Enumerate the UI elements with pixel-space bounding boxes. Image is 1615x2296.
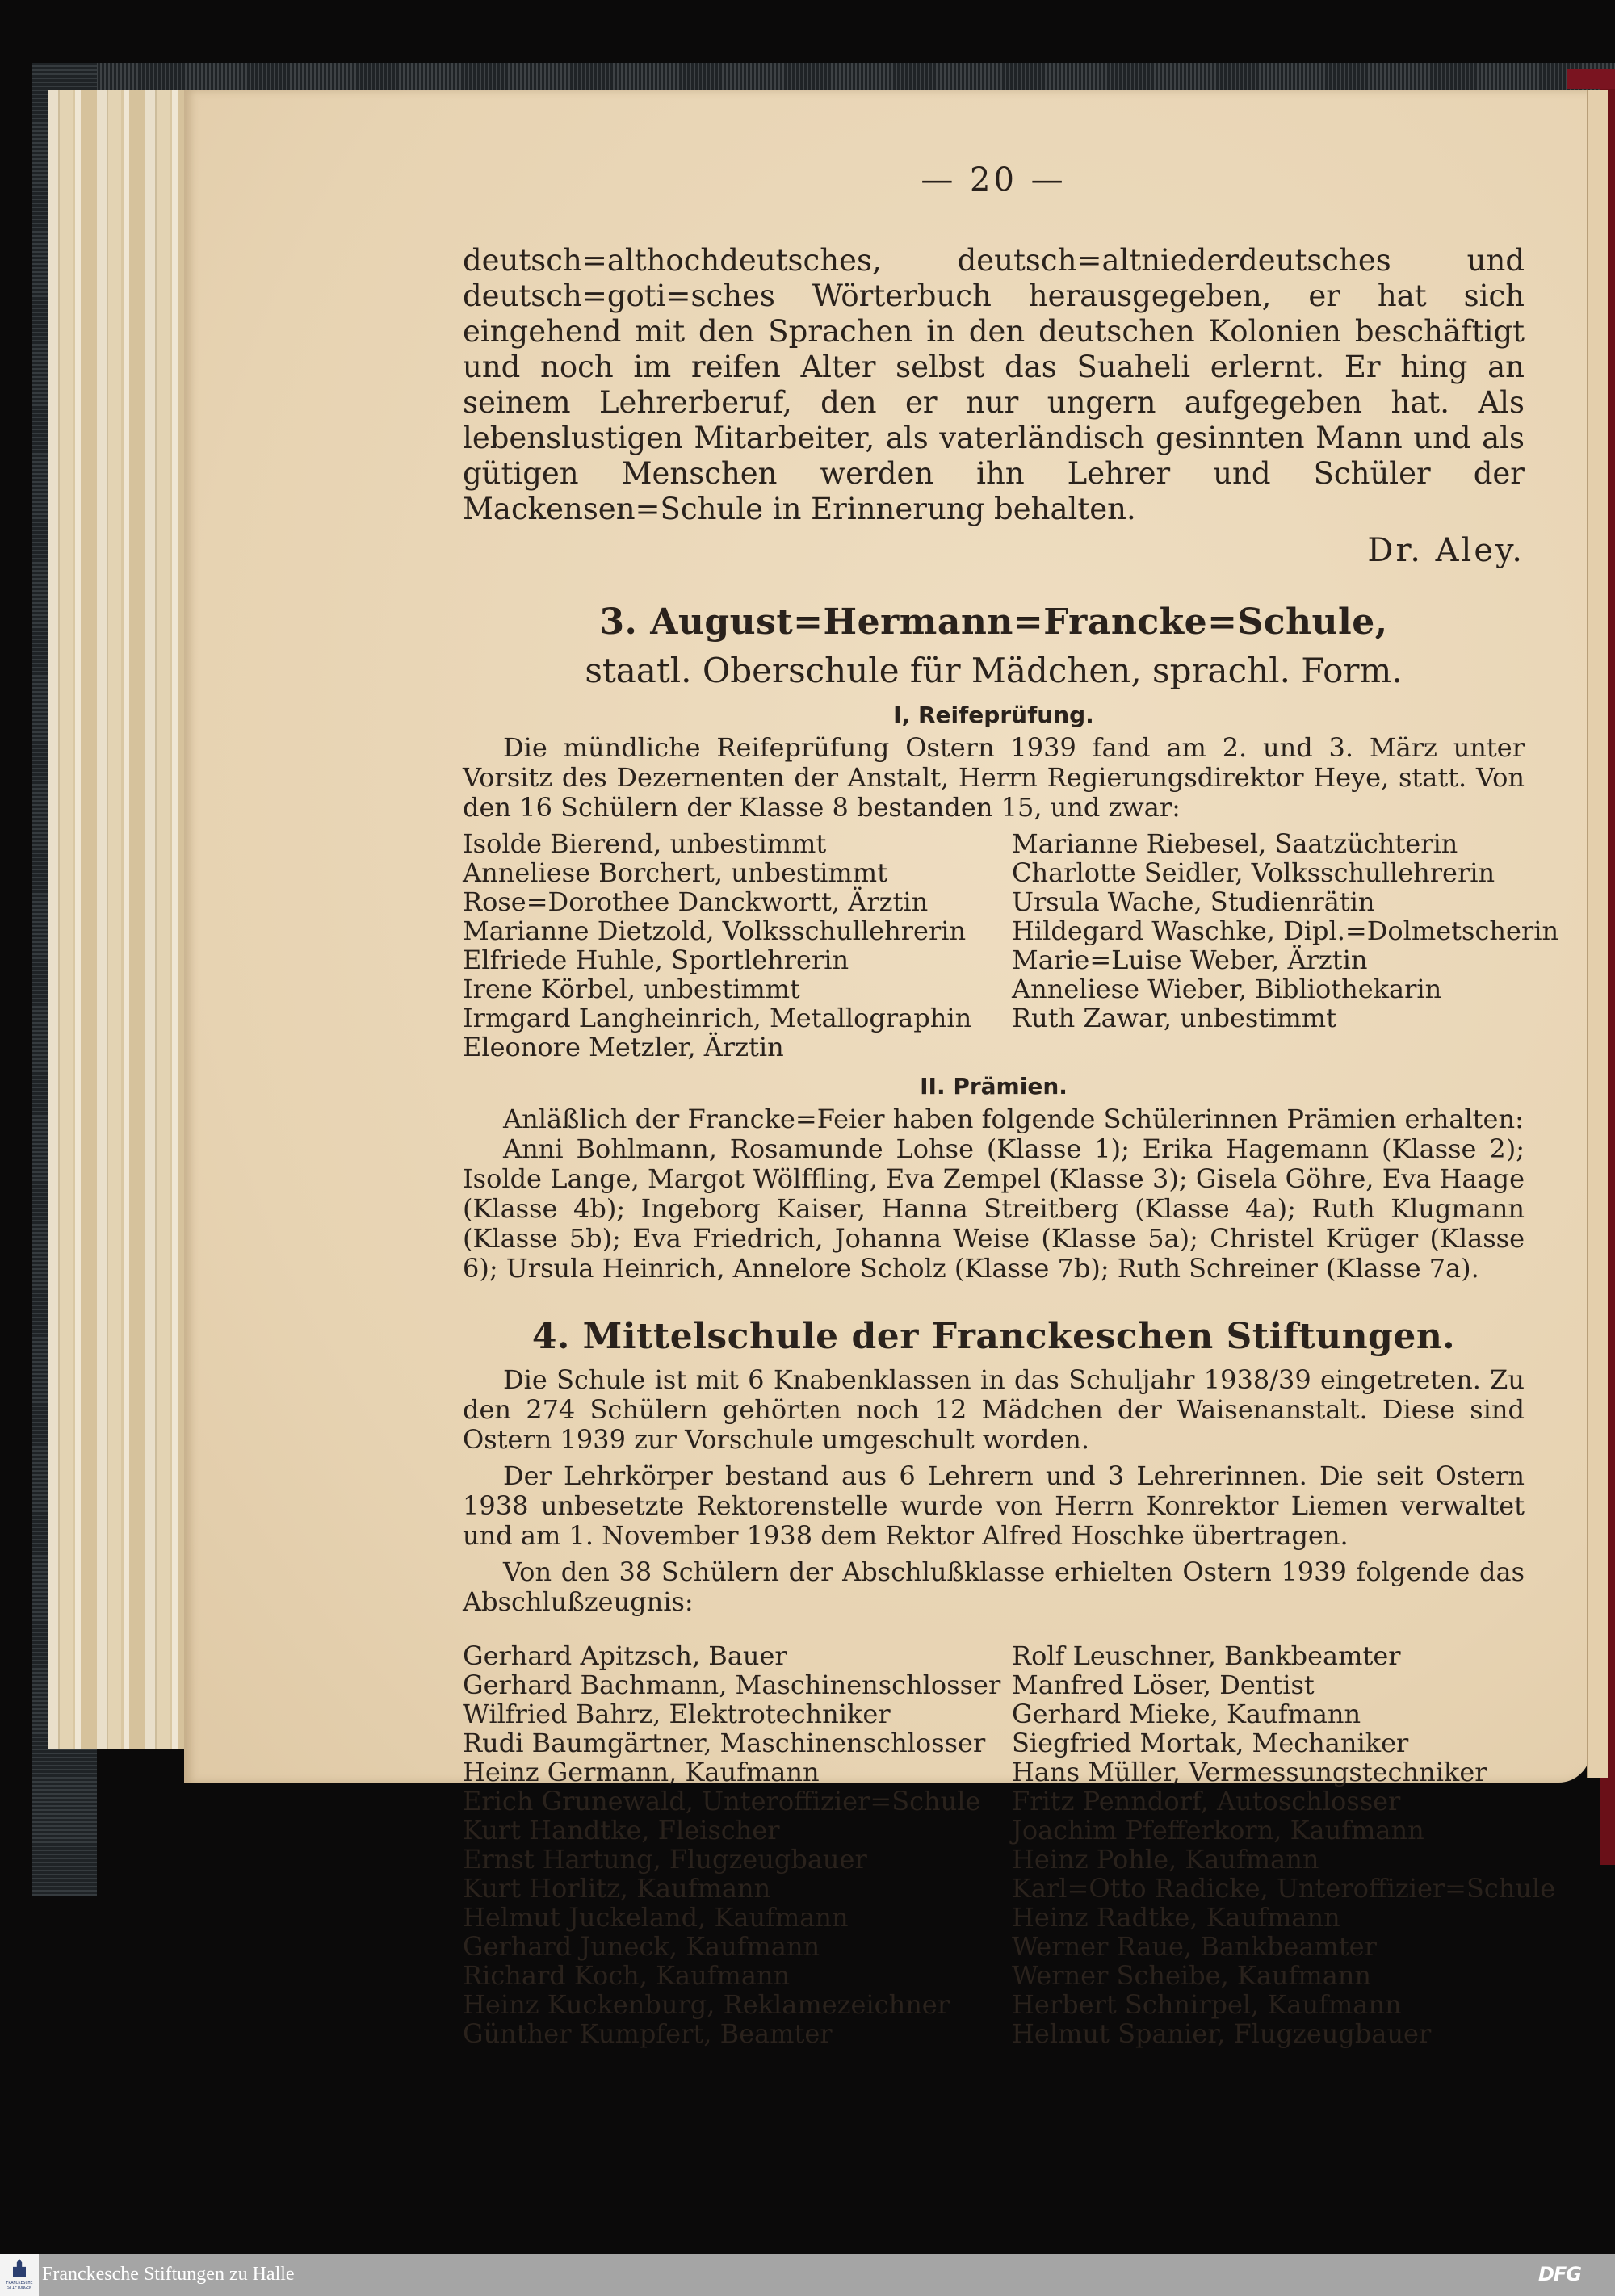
list-item: Helmut Juckeland, Kaufmann — [463, 1902, 849, 1933]
section-4-title: 4. Mittelschule der Franckeschen Stiftungen. — [531, 1316, 1456, 1357]
list-item: Karl=Otto Radicke, Unteroffizier=Schule — [1012, 1873, 1556, 1904]
list-item: Manfred Löser, Dentist — [1012, 1670, 1315, 1700]
logo-text: FRANCKESCHE STIFTUNGEN — [6, 2281, 33, 2290]
list-item: Fritz Penndorf, Autoschlosser — [1012, 1786, 1401, 1816]
section-4-paragraph: Von den 38 Schülern der Abschlußklasse erhielten Ostern 1939 folgende das Abschlußzeugnis: — [463, 1557, 1525, 1617]
dfg-logo[interactable]: DFG — [1537, 2263, 1581, 2286]
list-item: Gerhard Mieke, Kaufmann — [1012, 1699, 1361, 1729]
list-item: Joachim Pfefferkorn, Kaufmann — [1012, 1815, 1424, 1846]
list-item: Heinz Pohle, Kaufmann — [1012, 1844, 1319, 1875]
list-item: Marianne Riebesel, Saatzüchterin — [1012, 828, 1458, 859]
list-item: Ursula Wache, Studienrätin — [1012, 886, 1375, 917]
praemien-intro: Anläßlich der Francke=Feier haben folgende Schülerinnen Prämien erhalten: — [503, 1104, 1524, 1134]
page-content — [463, 161, 1559, 2049]
graduates-list — [463, 828, 1559, 1062]
list-item: Erich Grunewald, Unteroffizier=Schule — [463, 1786, 981, 1816]
list-item: Siegfried Mortak, Mechaniker — [1012, 1728, 1409, 1758]
list-item: Rudi Baumgärtner, Maschinenschlosser — [463, 1728, 986, 1758]
list-item: Heinz Germann, Kaufmann — [463, 1757, 820, 1787]
list-item: Charlotte Seidler, Volksschullehrerin — [1012, 857, 1495, 888]
list-item: Eleonore Metzler, Ärztin — [463, 1032, 784, 1062]
list-item: Anneliese Borchert, unbestimmt — [463, 857, 887, 888]
list-item: Heinz Kuckenburg, Reklamezeichner — [463, 1989, 950, 2020]
abschluss-column-right — [1012, 1641, 1555, 2048]
reifepruefung-heading: I, Reifeprüfung. — [893, 702, 1094, 728]
list-item: Hans Müller, Vermessungstechniker — [1012, 1757, 1487, 1787]
list-item: Gerhard Apitzsch, Bauer — [463, 1640, 787, 1671]
section-3-title: 3. August=Hermann=Francke=Schule, — [599, 601, 1388, 643]
list-item: Ernst Hartung, Flugzeugbauer — [463, 1844, 867, 1875]
list-item: Marie=Luise Weber, Ärztin — [1012, 945, 1368, 975]
list-item: Ruth Zawar, unbestimmt — [1012, 1003, 1336, 1033]
intro-paragraph: deutsch=althochdeutsches, deutsch=altniederdeutsches und deutsch=goti=sches Wörterbuch herausgegeben, er hat sich eingehend mit den Sprachen in den deutschen Kolonien beschäftigt und noch im reifen Alter selbst das Suaheli erlernt. Er hing an seinem Lehrerberuf, den er nur ungern aufgegeben hat. Als lebenslustigen Mitarbeiter, als vaterländisch gesinnten Mann und als gütigen Menschen werden ihn Lehrer und Schüler der Mackensen=Schule in Erinnerung behalten. — [463, 243, 1525, 526]
list-item: Gerhard Bachmann, Maschinenschlosser — [463, 1670, 1001, 1700]
graduates-column-left — [463, 829, 1012, 1062]
section-4 — [463, 1316, 1556, 2049]
list-item: Kurt Handtke, Fleischer — [463, 1815, 780, 1846]
section-3 — [463, 601, 1559, 1284]
list-item: Wilfried Bahrz, Elektrotechniker — [463, 1699, 891, 1729]
list-item: Herbert Schnirpel, Kaufmann — [1012, 1989, 1402, 2020]
footer-bar — [0, 2254, 1615, 2296]
list-item: Gerhard Juneck, Kaufmann — [463, 1931, 820, 1962]
section-4-paragraph: Die Schule ist mit 6 Knabenklassen in das Schuljahr 1938/39 eingetreten. Zu den 274 Schülern gehörten noch 12 Mädchen der Waisenanstalt. Diese sind Ostern 1939 zur Vorschule umgeschult worden. — [463, 1364, 1525, 1455]
list-item: Rose=Dorothee Danckwortt, Ärztin — [463, 886, 929, 917]
list-item: Werner Raue, Bankbeamter — [1012, 1931, 1377, 1962]
abschluss-list — [463, 1640, 1556, 2049]
list-item: Hildegard Waschke, Dipl.=Dolmetscherin — [1012, 915, 1559, 946]
page-right-edge — [1587, 90, 1608, 1778]
logo-figure-icon — [13, 2259, 26, 2277]
section-4-paragraph: Der Lehrkörper bestand aus 6 Lehrern und 3 Lehrerinnen. Die seit Ostern 1938 unbesetzte Rektorenstelle wurde von Herrn Konrektor Liemen verwaltet und am 1. November 1938 dem Rektor Alfred Hoschke übertragen. — [463, 1460, 1525, 1551]
list-item: Isolde Bierend, unbestimmt — [463, 828, 827, 859]
list-item: Irene Körbel, unbestimmt — [463, 974, 800, 1004]
list-item: Rolf Leuschner, Bankbeamter — [1012, 1640, 1401, 1671]
graduates-column-right — [1012, 829, 1558, 1062]
list-item: Helmut Spanier, Flugzeugbauer — [1012, 2018, 1432, 2049]
institution-name[interactable]: Franckesche Stiftungen zu Halle — [42, 2264, 295, 2285]
page-number: — 20 — — [921, 161, 1067, 199]
list-item: Elfriede Huhle, Sportlehrerin — [463, 945, 849, 975]
praemien-heading: II. Prämien. — [920, 1073, 1068, 1100]
franckesche-logo[interactable] — [0, 2254, 39, 2296]
list-item: Irmgard Langheinrich, Metallographin — [463, 1003, 972, 1033]
praemien-paragraph: Anni Bohlmann, Rosamunde Lohse (Klasse 1); Erika Hagemann (Klasse 2); Isolde Lange, Margot Wölffling, Eva Zempel (Klasse 3); Gisela Göhre, Eva Haage (Klasse 4b); Ingeborg Kaiser, Hanna Streitberg (Klasse 4a); Ruth Klugmann (Klasse 5b); Eva Friedrich, Johanna Weise (Klasse 5a); Christel Krüger (Klasse 6); Ursula Heinrich, Annelore Scholz (Klasse 7b); Ruth Schreiner (Klasse 7a). — [463, 1133, 1525, 1284]
list-item: Marianne Dietzold, Volksschullehrerin — [463, 915, 967, 946]
book-cover-top — [36, 63, 1615, 92]
list-item: Richard Koch, Kaufmann — [463, 1960, 791, 1991]
book-cover-red-edge — [1567, 69, 1615, 89]
list-item: Günther Kumpfert, Beamter — [463, 2018, 833, 2049]
abschluss-column-left — [463, 1641, 1012, 2048]
section-3-subtitle: staatl. Oberschule für Mädchen, sprachl. Form. — [585, 651, 1403, 690]
list-item: Heinz Radtke, Kaufmann — [1012, 1902, 1340, 1933]
list-item: Kurt Horlitz, Kaufmann — [463, 1873, 771, 1904]
list-item: Anneliese Wieber, Bibliothekarin — [1012, 974, 1442, 1004]
reifepruefung-paragraph: Die mündliche Reifeprüfung Ostern 1939 fand am 2. und 3. März unter Vorsitz des Dezernenten der Anstalt, Herrn Regierungsdirektor Heye, statt. Von den 16 Schülern der Klasse 8 bestanden 15, und zwar: — [463, 732, 1525, 823]
signature: Dr. Aley. — [1367, 532, 1525, 569]
list-item: Werner Scheibe, Kaufmann — [1012, 1960, 1371, 1991]
